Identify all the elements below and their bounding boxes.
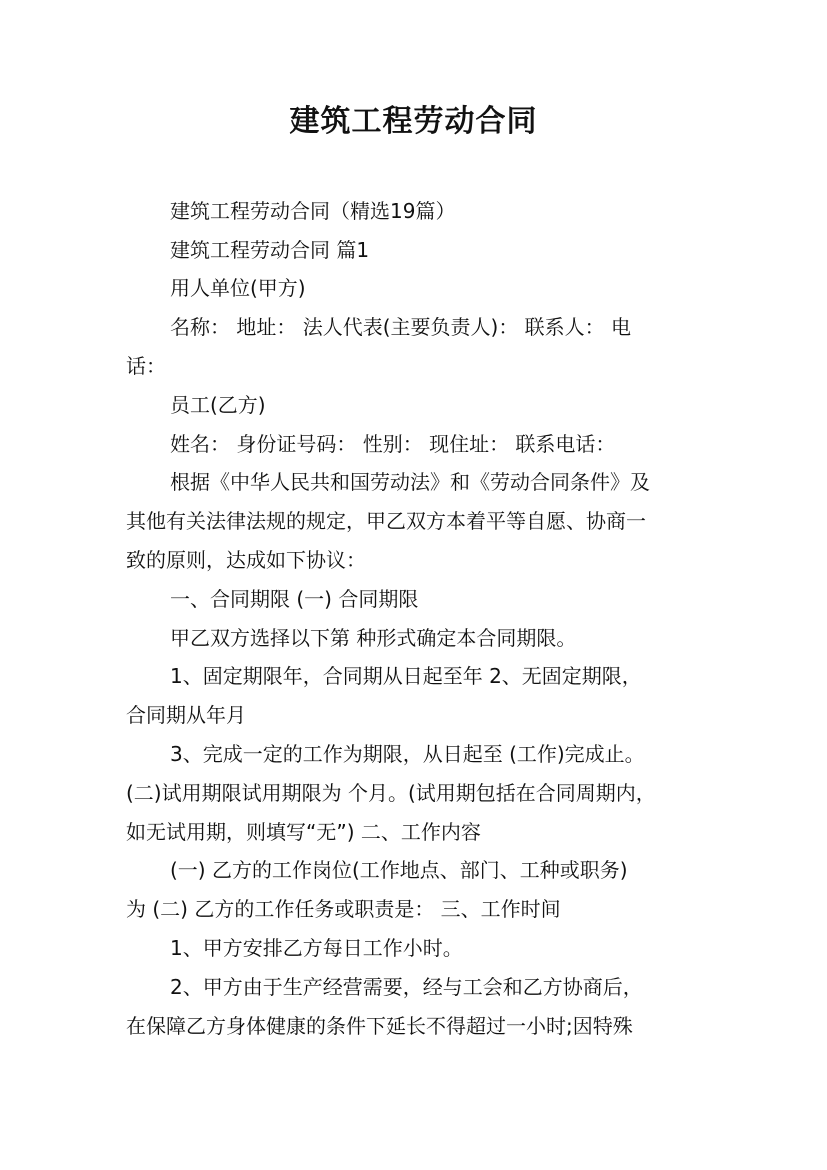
body-line: 在保障乙方身体健康的条件下延长不得超过一小时;因特殊	[126, 1014, 633, 1038]
body-line: 3、完成一定的工作为期限，从日起至 (工作)完成止。	[170, 742, 645, 766]
body-line: 合同期从年月	[126, 703, 246, 727]
body-line: 1、甲方安排乙方每日工作小时。	[170, 936, 463, 960]
party-a-fields: 名称： 地址： 法人代表(主要负责人)： 联系人： 电	[170, 315, 632, 339]
body-line: 如无试用期，则填写“无”) 二、工作内容	[126, 820, 481, 844]
body-line: 甲乙双方选择以下第 种形式确定本合同期限。	[170, 626, 577, 650]
section-heading: 建筑工程劳动合同 篇1	[170, 238, 370, 262]
body-line: 致的原则，达成如下协议：	[126, 548, 366, 572]
body-line: 根据《中华人民共和国劳动法》和《劳动合同条件》及	[170, 470, 650, 494]
body-line: (一) 乙方的工作岗位(工作地点、部门、工种或职务)	[170, 858, 628, 882]
party-a-heading: 用人单位(甲方)	[170, 276, 306, 300]
clause-heading: 一、合同期限 (一) 合同期限	[170, 587, 419, 611]
party-a-fields-cont: 话：	[126, 354, 166, 378]
body-line: 1、固定期限年，合同期从日起至年 2、无固定期限，	[170, 664, 642, 688]
body-line: 其他有关法律法规的规定，甲乙双方本着平等自愿、协商一	[126, 509, 646, 533]
body-line: (二)试用期限试用期限为 个月。(试用期包括在合同周期内，	[126, 781, 656, 805]
body-line: 为 (二) 乙方的工作任务或职责是： 三、工作时间	[126, 897, 561, 921]
document-title: 建筑工程劳动合同	[289, 104, 538, 139]
party-b-fields: 姓名： 身份证号码： 性别： 现住址： 联系电话：	[170, 432, 616, 456]
body-line: 2、甲方由于生产经营需要，经与工会和乙方协商后，	[170, 975, 643, 999]
party-b-heading: 员工(乙方)	[170, 393, 266, 417]
subtitle-line: 建筑工程劳动合同（精选19篇）	[170, 199, 456, 223]
